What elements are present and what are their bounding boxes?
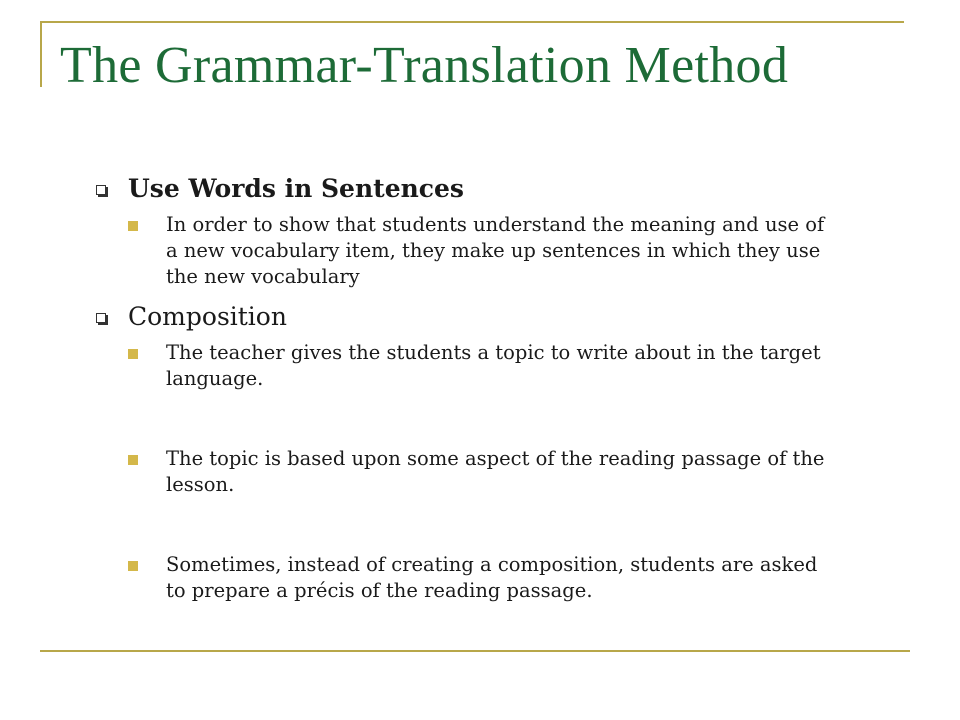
hollow-square-bullet-icon — [96, 313, 106, 323]
filled-square-bullet-icon — [128, 221, 138, 231]
slide-content — [92, 172, 912, 604]
bullet-item — [92, 552, 842, 604]
filled-square-bullet-icon — [128, 561, 138, 571]
section-heading-text: Use Words in Sentences — [128, 174, 464, 203]
section-heading-text: Composition — [128, 302, 287, 331]
filled-square-bullet-icon — [128, 349, 138, 359]
bullet-item — [92, 446, 842, 498]
bullet-text: The teacher gives the students a topic to write about in the target language. — [166, 341, 821, 390]
section-heading — [92, 300, 912, 334]
bullet-text: In order to show that students understand the meaning and use of a new vocabulary item, they make up sentences in which they use the new vocabulary — [166, 213, 825, 288]
filled-square-bullet-icon — [128, 455, 138, 465]
left-rule — [40, 21, 42, 87]
section-heading — [92, 172, 912, 206]
bullet-item — [92, 212, 842, 290]
hollow-square-bullet-icon — [96, 185, 106, 195]
bottom-rule — [40, 650, 910, 652]
bullet-item — [92, 340, 842, 392]
bullet-text: The topic is based upon some aspect of the reading passage of the lesson. — [166, 447, 825, 496]
slide-title: The Grammar-Translation Method — [60, 37, 789, 94]
top-rule — [40, 21, 904, 23]
bullet-text: Sometimes, instead of creating a composition, students are asked to prepare a précis of the reading passage. — [166, 553, 818, 602]
